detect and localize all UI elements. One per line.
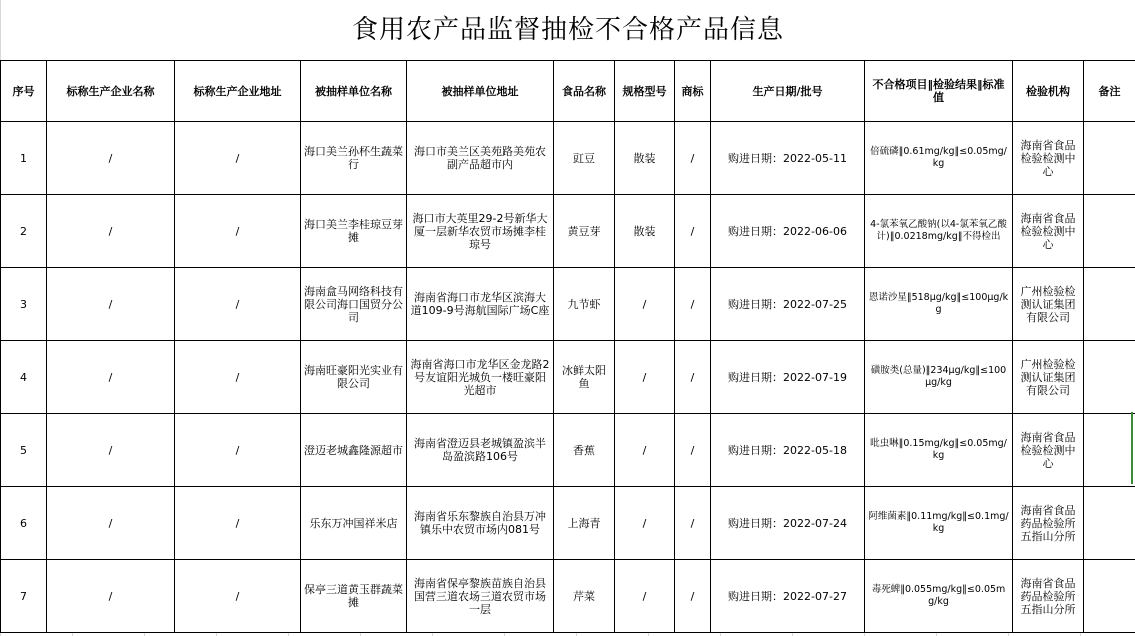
cell-maker[interactable]: / bbox=[47, 414, 175, 487]
cell-maker[interactable]: / bbox=[47, 122, 175, 195]
cell-maker-address[interactable]: / bbox=[175, 268, 301, 341]
cell-date[interactable]: 购进日期：2022-07-27 bbox=[711, 560, 865, 633]
header-cell-maker-address: 标称生产企业地址 bbox=[175, 61, 301, 122]
cell-maker[interactable]: / bbox=[47, 341, 175, 414]
cell-brand[interactable]: / bbox=[675, 414, 711, 487]
header-row bbox=[1, 61, 1135, 122]
cell-inspection-org[interactable]: 海南省食品药品检验所五指山分所 bbox=[1013, 560, 1084, 633]
cell-food-name[interactable]: 芹菜 bbox=[554, 560, 615, 633]
cell-spec[interactable]: / bbox=[615, 560, 675, 633]
cell-sampled-unit-address[interactable]: 海南省海口市龙华区滨海大道109-9号海航国际广场C座 bbox=[407, 268, 554, 341]
cell-maker[interactable]: / bbox=[47, 195, 175, 268]
cell-spec[interactable]: / bbox=[615, 268, 675, 341]
cell-spec[interactable]: 散装 bbox=[615, 122, 675, 195]
header-cell-sampled-unit: 被抽样单位名称 bbox=[301, 61, 407, 122]
header-cell-failed-item: 不合格项目‖检验结果‖标准值 bbox=[865, 61, 1013, 122]
cell-inspection-org[interactable]: 海南省食品检验检测中心 bbox=[1013, 414, 1084, 487]
cell-no[interactable]: 2 bbox=[1, 195, 47, 268]
header-cell-date: 生产日期/批号 bbox=[711, 61, 865, 122]
cell-sampled-unit-address[interactable]: 海南省海口市龙华区金龙路2号友谊阳光城负一楼旺豪阳光超市 bbox=[407, 341, 554, 414]
cell-note[interactable] bbox=[1084, 487, 1135, 560]
cell-failed-item[interactable]: 4-氯苯氧乙酸钠(以4-氯苯氧乙酸计)‖0.0218mg/kg‖不得检出 bbox=[865, 195, 1013, 268]
cell-date[interactable]: 购进日期：2022-05-11 bbox=[711, 122, 865, 195]
cell-failed-item[interactable]: 吡虫啉‖0.15mg/kg‖≤0.05mg/kg bbox=[865, 414, 1013, 487]
cell-sampled-unit-address[interactable]: 海南省保亭黎族苗族自治县国营三道农场三道农贸市场一层 bbox=[407, 560, 554, 633]
cell-spec[interactable]: 散装 bbox=[615, 195, 675, 268]
table-row[interactable] bbox=[1, 195, 1135, 268]
header-cell-note: 备注 bbox=[1084, 61, 1135, 122]
cell-brand[interactable]: / bbox=[675, 560, 711, 633]
header-cell-maker: 标称生产企业名称 bbox=[47, 61, 175, 122]
table-row[interactable] bbox=[1, 414, 1135, 487]
cell-brand[interactable]: / bbox=[675, 268, 711, 341]
cell-brand[interactable]: / bbox=[675, 341, 711, 414]
cell-note[interactable] bbox=[1084, 341, 1135, 414]
cell-failed-item[interactable]: 阿维菌素‖0.11mg/kg‖≤0.1mg/kg bbox=[865, 487, 1013, 560]
cell-brand[interactable]: / bbox=[675, 122, 711, 195]
cell-sampled-unit-address[interactable]: 海口市大英里29-2号新华大厦一层新华农贸市场摊李桂琼号 bbox=[407, 195, 554, 268]
cell-inspection-org[interactable]: 广州检验检测认证集团有限公司 bbox=[1013, 341, 1084, 414]
cell-note[interactable] bbox=[1084, 414, 1135, 487]
header-cell-food-name: 食品名称 bbox=[554, 61, 615, 122]
cell-date[interactable]: 购进日期：2022-07-19 bbox=[711, 341, 865, 414]
table-row[interactable] bbox=[1, 122, 1135, 195]
cell-maker[interactable]: / bbox=[47, 268, 175, 341]
cell-no[interactable]: 1 bbox=[1, 122, 47, 195]
cell-maker-address[interactable]: / bbox=[175, 195, 301, 268]
cell-inspection-org[interactable]: 海南省食品检验检测中心 bbox=[1013, 122, 1084, 195]
cell-brand[interactable]: / bbox=[675, 487, 711, 560]
cell-sampled-unit[interactable]: 海南盒马网络科技有限公司海口国贸分公司 bbox=[301, 268, 407, 341]
cell-maker[interactable]: / bbox=[47, 487, 175, 560]
cell-date[interactable]: 购进日期：2022-07-24 bbox=[711, 487, 865, 560]
cell-sampled-unit[interactable]: 海南旺豪阳光实业有限公司 bbox=[301, 341, 407, 414]
header-cell-brand: 商标 bbox=[675, 61, 711, 122]
cell-maker-address[interactable]: / bbox=[175, 487, 301, 560]
cell-inspection-org[interactable]: 海南省食品药品检验所五指山分所 bbox=[1013, 487, 1084, 560]
cell-no[interactable]: 5 bbox=[1, 414, 47, 487]
cell-maker-address[interactable]: / bbox=[175, 122, 301, 195]
cell-maker-address[interactable]: / bbox=[175, 341, 301, 414]
table-row[interactable] bbox=[1, 560, 1135, 633]
cell-sampled-unit[interactable]: 保亭三道黄玉群蔬菜摊 bbox=[301, 560, 407, 633]
header-cell-sampled-unit-address: 被抽样单位地址 bbox=[407, 61, 554, 122]
cell-inspection-org[interactable]: 海南省食品检验检测中心 bbox=[1013, 195, 1084, 268]
cell-inspection-org[interactable]: 广州检验检测认证集团有限公司 bbox=[1013, 268, 1084, 341]
cell-sampled-unit-address[interactable]: 海南省乐东黎族自治县万冲镇乐中农贸市场内081号 bbox=[407, 487, 554, 560]
cell-maker-address[interactable]: / bbox=[175, 560, 301, 633]
cell-date[interactable]: 购进日期：2022-05-18 bbox=[711, 414, 865, 487]
cell-no[interactable]: 6 bbox=[1, 487, 47, 560]
cell-maker-address[interactable]: / bbox=[175, 414, 301, 487]
cell-no[interactable]: 4 bbox=[1, 341, 47, 414]
cell-date[interactable]: 购进日期：2022-07-25 bbox=[711, 268, 865, 341]
header-cell-no: 序号 bbox=[1, 61, 47, 122]
cell-maker[interactable]: / bbox=[47, 560, 175, 633]
cell-spec[interactable]: / bbox=[615, 341, 675, 414]
cell-sampled-unit[interactable]: 海口美兰孙杯生蔬菜行 bbox=[301, 122, 407, 195]
cell-sampled-unit-address[interactable]: 海口市美兰区美苑路美苑农副产品超市内 bbox=[407, 122, 554, 195]
cell-sampled-unit[interactable]: 乐东万冲国祥米店 bbox=[301, 487, 407, 560]
cell-food-name[interactable]: 豇豆 bbox=[554, 122, 615, 195]
cell-no[interactable]: 3 bbox=[1, 268, 47, 341]
header-cell-inspection-org: 检验机构 bbox=[1013, 61, 1084, 122]
cell-sampled-unit[interactable]: 澄迈老城鑫隆源超市 bbox=[301, 414, 407, 487]
cell-selection-edge bbox=[1131, 412, 1133, 484]
cell-date[interactable]: 购进日期：2022-06-06 bbox=[711, 195, 865, 268]
cell-failed-item[interactable]: 倍硫磷‖0.61mg/kg‖≤0.05mg/kg bbox=[865, 122, 1013, 195]
cell-food-name[interactable]: 上海青 bbox=[554, 487, 615, 560]
table-row[interactable] bbox=[1, 268, 1135, 341]
cell-note[interactable] bbox=[1084, 122, 1135, 195]
cell-food-name[interactable]: 冰鲜太阳鱼 bbox=[554, 341, 615, 414]
cell-sampled-unit[interactable]: 海口美兰李桂琼豆芽摊 bbox=[301, 195, 407, 268]
cell-failed-item[interactable]: 磺胺类(总量)‖234μg/kg‖≤100μg/kg bbox=[865, 341, 1013, 414]
cell-spec[interactable]: / bbox=[615, 414, 675, 487]
cell-note[interactable] bbox=[1084, 195, 1135, 268]
header-cell-spec: 规格型号 bbox=[615, 61, 675, 122]
cell-food-name[interactable]: 九节虾 bbox=[554, 268, 615, 341]
cell-food-name[interactable]: 黄豆芽 bbox=[554, 195, 615, 268]
cell-sampled-unit-address[interactable]: 海南省澄迈县老城镇盈滨半岛盈滨路106号 bbox=[407, 414, 554, 487]
cell-note[interactable] bbox=[1084, 268, 1135, 341]
cell-no[interactable]: 7 bbox=[1, 560, 47, 633]
cell-note[interactable] bbox=[1084, 560, 1135, 633]
table-row[interactable] bbox=[1, 487, 1135, 560]
cell-failed-item[interactable]: 恩诺沙星‖518μg/kg‖≤100μg/kg bbox=[865, 268, 1013, 341]
table-row[interactable] bbox=[1, 341, 1135, 414]
cell-failed-item[interactable]: 毒死蜱‖0.055mg/kg‖≤0.05mg/kg bbox=[865, 560, 1013, 633]
cell-brand[interactable]: / bbox=[675, 195, 711, 268]
page-title: 食用农产品监督抽检不合格产品信息 bbox=[1, 0, 1135, 61]
cell-spec[interactable]: / bbox=[615, 487, 675, 560]
cell-food-name[interactable]: 香蕉 bbox=[554, 414, 615, 487]
